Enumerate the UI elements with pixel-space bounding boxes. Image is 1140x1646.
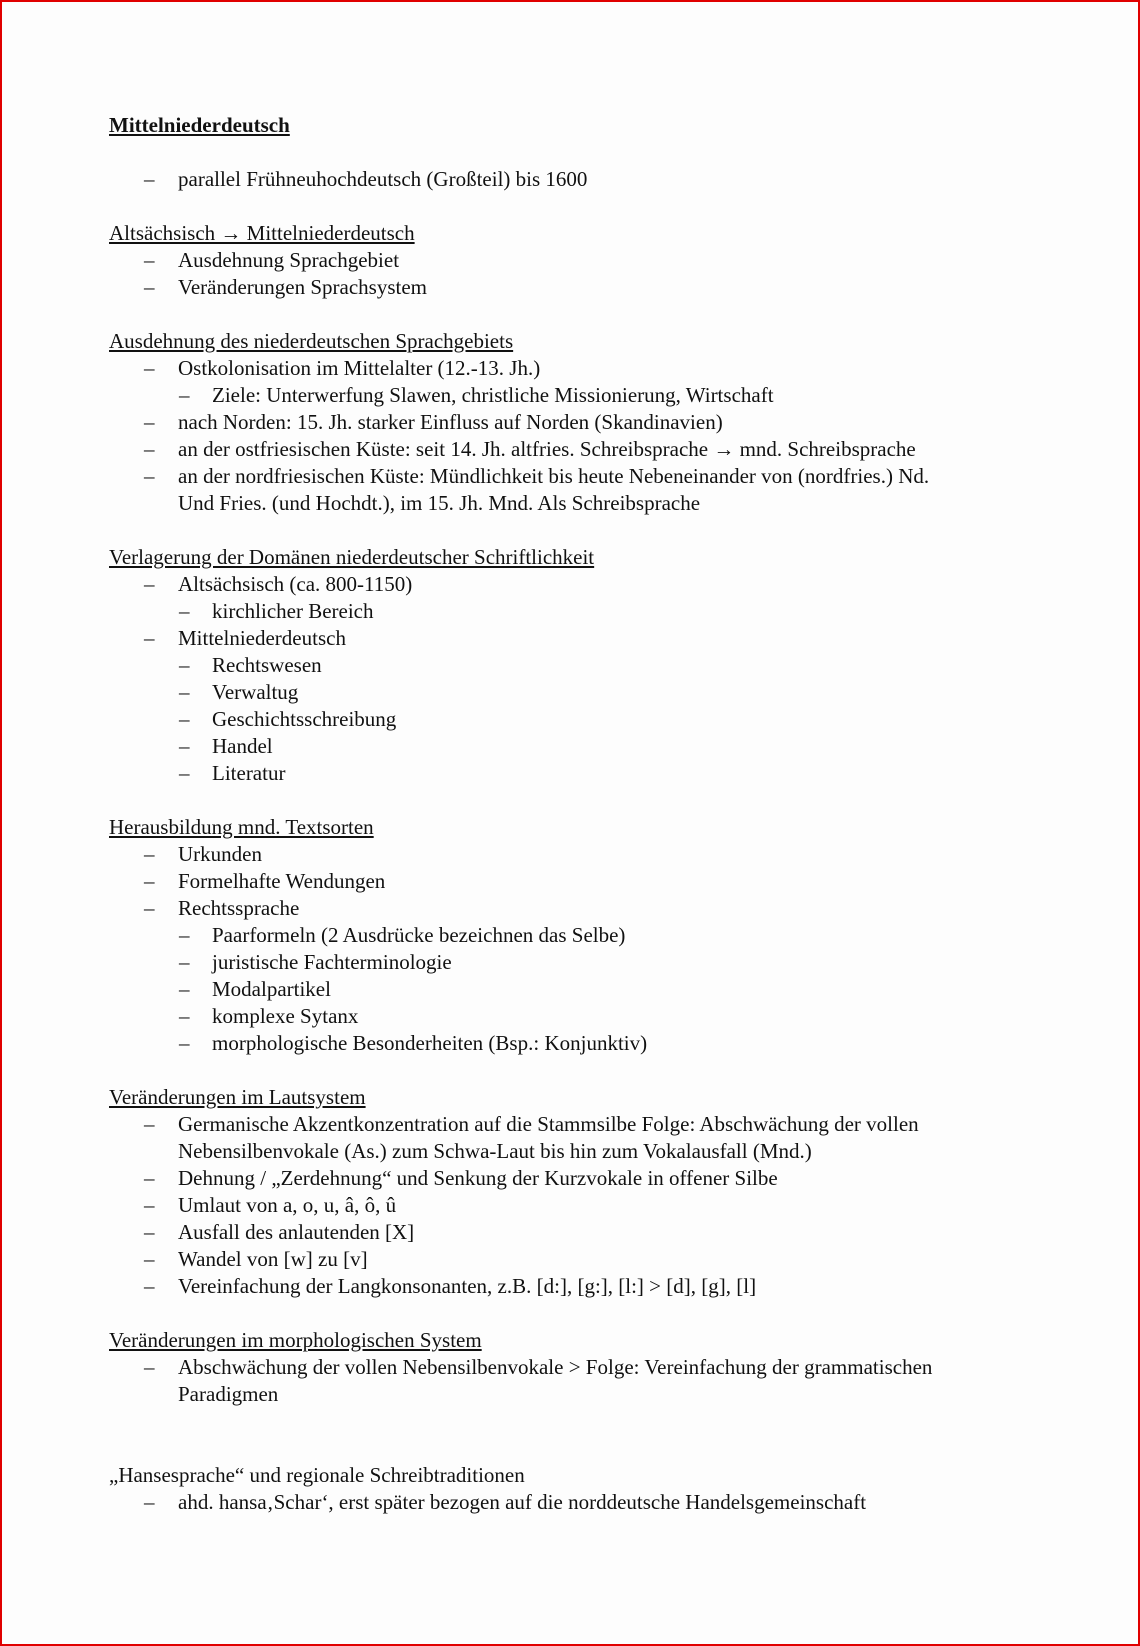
sub-list-item: – Literatur (179, 761, 286, 785)
dash-bullet-icon: – (144, 410, 155, 434)
sub-list-item: – Handel (179, 734, 273, 758)
sub-list-item: – morphologische Besonderheiten (Bsp.: Konjunktiv) (179, 1031, 648, 1055)
dash-bullet-icon: – (144, 1355, 155, 1379)
dash-bullet-icon: – (144, 1490, 155, 1514)
list-item: – Dehnung / „Zerdehnung“ und Senkung der Kurzvokale in offener Silbe (144, 1166, 778, 1190)
dash-bullet-icon: – (144, 896, 155, 920)
list-item: – Rechtssprache (144, 896, 300, 920)
dash-bullet-icon: – (144, 248, 155, 272)
dash-bullet-icon: – (179, 734, 190, 758)
sub-list-item: – juristische Fachterminologie (179, 950, 452, 974)
list-item-continuation: Und Fries. (und Hochdt.), im 15. Jh. Mnd. Als Schreibsprache (178, 491, 701, 515)
dash-bullet-icon: – (179, 1004, 190, 1028)
list-item: – Ausfall des anlautenden [X] (144, 1220, 415, 1244)
dash-bullet-icon: – (179, 383, 190, 407)
sub-list-item: – kirchlicher Bereich (179, 599, 374, 623)
list-item: – an der ostfriesischen Küste: seit 14. Jh. altfries. Schreibsprache → mnd. Schreibsprache (144, 437, 916, 461)
dash-bullet-icon: – (144, 167, 155, 191)
list-item: – Wandel von [w] zu [v] (144, 1247, 368, 1271)
list-item: – an der nordfriesischen Küste: Mündlichkeit bis heute Nebeneinander von (nordfries.) Nd. (144, 464, 930, 488)
section-heading: „Hansesprache“ und regionale Schreibtraditionen (109, 1463, 525, 1487)
dash-bullet-icon: – (144, 1220, 155, 1244)
list-item: – Umlaut von a, o, u, â, ô, û (144, 1193, 397, 1217)
list-item: – parallel Frühneuhochdeutsch (Großteil) bis 1600 (144, 167, 588, 191)
sub-list-item: – Verwaltug (179, 680, 299, 704)
dash-bullet-icon: – (144, 1274, 155, 1298)
section-heading: Herausbildung mnd. Textsorten (109, 815, 374, 839)
section-heading: Veränderungen im morphologischen System (109, 1328, 482, 1352)
document-title: Mittelniederdeutsch (109, 113, 290, 137)
dash-bullet-icon: – (179, 923, 190, 947)
list-item: – Mittelniederdeutsch (144, 626, 346, 650)
list-item: – Altsächsisch (ca. 800-1150) (144, 572, 413, 596)
dash-bullet-icon: – (179, 950, 190, 974)
list-item: – Formelhafte Wendungen (144, 869, 386, 893)
dash-bullet-icon: – (144, 842, 155, 866)
dash-bullet-icon: – (144, 275, 155, 299)
list-item: – nach Norden: 15. Jh. starker Einfluss auf Norden (Skandinavien) (144, 410, 723, 434)
list-item: – Ausdehnung Sprachgebiet (144, 248, 400, 272)
dash-bullet-icon: – (179, 599, 190, 623)
list-item: – Urkunden (144, 842, 262, 866)
dash-bullet-icon: – (179, 761, 190, 785)
dash-bullet-icon: – (144, 464, 155, 488)
dash-bullet-icon: – (179, 680, 190, 704)
dash-bullet-icon: – (179, 707, 190, 731)
dash-bullet-icon: – (144, 572, 155, 596)
list-item: – Veränderungen Sprachsystem (144, 275, 428, 299)
sub-list-item: – Rechtswesen (179, 653, 322, 677)
dash-bullet-icon: – (179, 653, 190, 677)
sub-list-item: – Paarformeln (2 Ausdrücke bezeichnen das Selbe) (179, 923, 626, 947)
dash-bullet-icon: – (144, 626, 155, 650)
sub-list-item: – Geschichtsschreibung (179, 707, 397, 731)
dash-bullet-icon: – (144, 356, 155, 380)
section-heading: Verlagerung der Domänen niederdeutscher Schriftlichkeit (109, 545, 595, 569)
section-heading: Altsächsisch → Mittelniederdeutsch (109, 221, 415, 245)
list-item: – Ostkolonisation im Mittelalter (12.-13. Jh.) (144, 356, 541, 380)
dash-bullet-icon: – (144, 1247, 155, 1271)
dash-bullet-icon: – (179, 977, 190, 1001)
list-item: – Abschwächung der vollen Nebensilbenvokale > Folge: Vereinfachung der grammatischen (144, 1355, 933, 1379)
list-item-continuation: Paradigmen (178, 1382, 279, 1406)
dash-bullet-icon: – (144, 1166, 155, 1190)
list-item: – Germanische Akzentkonzentration auf die Stammsilbe Folge: Abschwächung der vollen (144, 1112, 919, 1136)
sub-list-item: – komplexe Sytanx (179, 1004, 359, 1028)
sub-list-item: – Modalpartikel (179, 977, 331, 1001)
list-item: – Vereinfachung der Langkonsonanten, z.B. [d:], [g:], [l:] > [d], [g], [l] (144, 1274, 757, 1298)
document-content (109, 112, 1009, 1516)
list-item-continuation: Nebensilbenvokale (As.) zum Schwa-Laut bis hin zum Vokalausfall (Mnd.) (178, 1139, 812, 1163)
sub-list-item: – Ziele: Unterwerfung Slawen, christliche Missionierung, Wirtschaft (179, 383, 774, 407)
dash-bullet-icon: – (144, 869, 155, 893)
list-item: – ahd. hansa‚Schar‘, erst später bezogen auf die norddeutsche Handelsgemeinschaft (144, 1490, 867, 1514)
section-heading: Ausdehnung des niederdeutschen Sprachgebiets (109, 329, 514, 353)
dash-bullet-icon: – (144, 1112, 155, 1136)
dash-bullet-icon: – (179, 1031, 190, 1055)
dash-bullet-icon: – (144, 437, 155, 461)
dash-bullet-icon: – (144, 1193, 155, 1217)
section-heading: Veränderungen im Lautsystem (109, 1085, 366, 1109)
